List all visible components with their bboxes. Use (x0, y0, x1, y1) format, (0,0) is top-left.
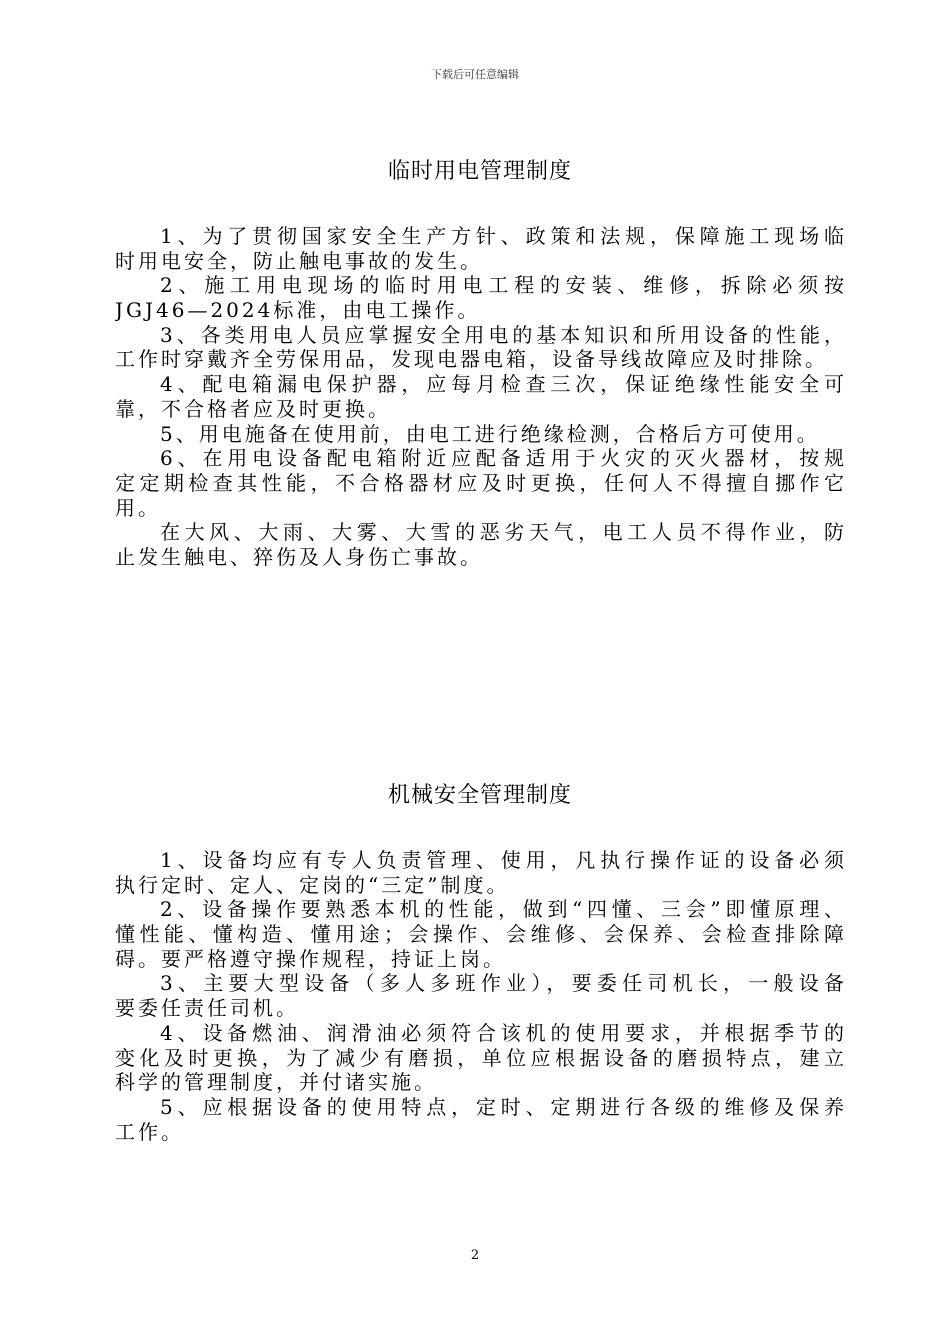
paragraph-line: JGJ46—2024标准，由电工操作。 (115, 298, 481, 323)
paragraph-line: 执行定时、定人、定岗的“三定”制度。 (115, 872, 510, 897)
paragraph-line: 用。 (115, 495, 161, 520)
paragraph (115, 273, 845, 322)
paragraph-line: 1、为了贯彻国家安全生产方针、政策和法规，保障施工现场临 (160, 224, 845, 248)
paragraph-line: 4、配电箱漏电保护器，应每月检查三次，保证绝缘性能安全可 (160, 372, 845, 397)
section-title: 机械安全管理制度 (387, 783, 572, 808)
paragraph (115, 422, 845, 447)
header-note: 下载后可任意编辑 (431, 68, 519, 81)
paragraph-line: 定定期检查其性能，不合格器材应及时更换，任何人不得擅自挪作它 (115, 470, 845, 495)
paragraph (115, 520, 845, 569)
paragraph-line: 6、在用电设备配电箱附近应配备适用于火灾的灭火器材，按规 (160, 446, 845, 471)
paragraph-line: 工作。 (115, 1119, 184, 1144)
paragraph (115, 372, 845, 421)
paragraph (115, 971, 845, 1020)
paragraph-line: 4、设备燃油、润滑油必须符合该机的使用要求，并根据季节的 (160, 1020, 845, 1045)
paragraph-line: 碍。要严格遵守操作规程，持证上岗。 (115, 946, 506, 971)
paragraph-line: 科学的管理制度，并付诸实施。 (115, 1070, 437, 1095)
paragraph (115, 323, 845, 372)
section-title: 临时用电管理制度 (387, 159, 572, 184)
paragraph-line: 靠，不合格者应及时更换。 (115, 396, 391, 421)
paragraph (115, 446, 845, 520)
paragraph (115, 897, 845, 971)
page-number: 2 (470, 1248, 480, 1263)
paragraph-line: 在大风、大雨、大雾、大雪的恶劣天气，电工人员不得作业，防 (160, 520, 845, 545)
paragraph-line: 1、设备均应有专人负责管理、使用，凡执行操作证的设备必须 (160, 848, 845, 872)
paragraph-line: 2、施工用电现场的临时用电工程的安装、维修，拆除必须按 (160, 273, 845, 298)
section-2 (115, 782, 845, 1144)
paragraph-line: 懂性能、懂构造、懂用途；会操作、会维修、会保养、会检查排除障 (115, 922, 845, 947)
paragraph-line: 止发生触电、猝伤及人身伤亡事故。 (115, 544, 483, 569)
paragraph-line: 2、设备操作要熟悉本机的性能，做到“四懂、三会”即懂原理、 (160, 897, 845, 922)
paragraph (115, 1095, 845, 1144)
paragraph-line: 3、各类用电人员应掌握安全用电的基本知识和所用设备的性能， (160, 322, 845, 347)
paragraph (115, 224, 845, 273)
paragraph-line: 工作时穿戴齐全劳保用品，发现电器电箱，设备导线故障应及时排除。 (115, 347, 828, 372)
paragraph-line: 5、应根据设备的使用特点，定时、定期进行各级的维修及保养 (160, 1094, 845, 1119)
paragraph (115, 848, 845, 897)
paragraph-line: 时用电安全，防止触电事故的发生。 (115, 248, 483, 273)
section-body (115, 224, 845, 570)
section-body (115, 848, 845, 1144)
paragraph-line: 变化及时更换，为了减少有磨损，单位应根据设备的磨损特点，建立 (115, 1045, 845, 1070)
paragraph-line: 5、用电施备在使用前，由电工进行绝缘检测，合格后方可使用。 (160, 421, 820, 446)
paragraph-line: 3、主要大型设备（多人多班作业），要委任司机长，一般设备 (160, 971, 845, 996)
section-1 (115, 158, 845, 570)
paragraph-line: 要委任责任司机。 (115, 996, 299, 1021)
paragraph (115, 1021, 845, 1095)
